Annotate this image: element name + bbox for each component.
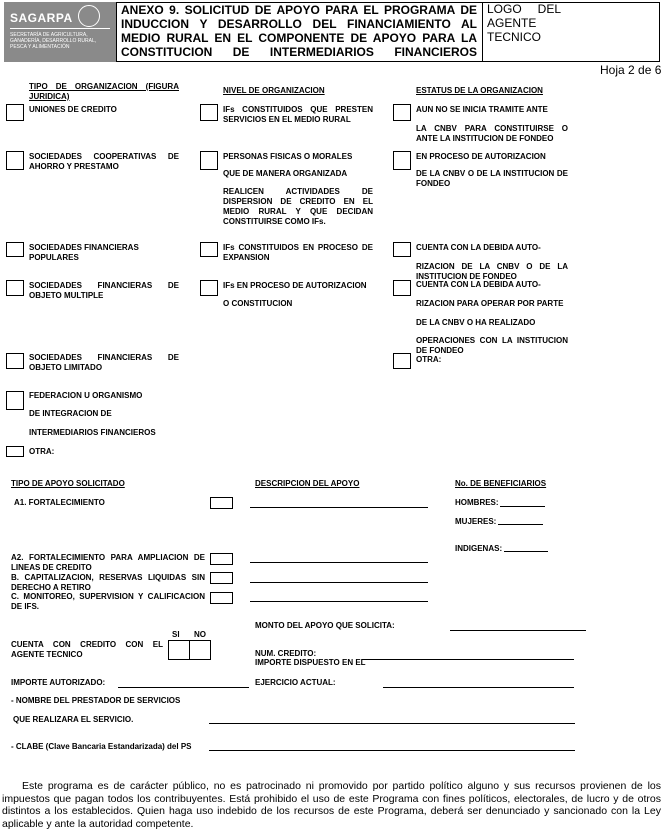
option-label: OTRA:: [29, 447, 55, 456]
logo-divider: [10, 28, 110, 29]
checkbox-sin-tramite[interactable]: [393, 104, 411, 121]
option-label: DE INTEGRACION DE: [29, 409, 112, 418]
monto-field[interactable]: [450, 630, 586, 631]
checkbox-autorizada[interactable]: [393, 242, 411, 257]
no-checkbox[interactable]: [189, 640, 211, 660]
ejercicio-label: EJERCICIO ACTUAL:: [255, 678, 336, 687]
hombres-label: HOMBRES:: [455, 498, 499, 507]
checkbox-uniones[interactable]: [6, 104, 24, 121]
a1-checkbox[interactable]: [210, 497, 233, 509]
si-checkbox[interactable]: [168, 640, 190, 660]
sagarpa-logo: [4, 2, 116, 62]
option-label: DE LA CNBV O DE LA INSTITUCION DE FONDEO: [416, 169, 568, 188]
col2-heading: NIVEL DE ORGANIZACION: [223, 86, 325, 95]
divider: [116, 2, 117, 62]
option-label: DE LA CNBV O HA REALIZADO: [416, 318, 536, 327]
checkbox-otra-2[interactable]: [393, 353, 411, 369]
indigenas-field[interactable]: [504, 551, 548, 552]
option-label: RIZACION DE LA CNBV O DE LA INSTITUCION DE FONDEO: [416, 262, 568, 281]
option-label: CUENTA CON LA DEBIDA AUTO-: [416, 243, 541, 252]
option-label: AUN NO SE INICIA TRAMITE ANTE: [416, 105, 548, 114]
option-label: OTRA:: [416, 355, 442, 364]
col1-heading: TIPO DE ORGANIZACION (FIGURA JURIDICA): [29, 82, 179, 101]
a1-label: A1. FORTALECIMIENTO: [14, 498, 105, 507]
mujeres-label: MUJERES:: [455, 517, 497, 526]
option-label: INTERMEDIARIOS FINANCIEROS: [29, 428, 156, 437]
option-label: EN PROCESO DE AUTORIZACION: [416, 152, 546, 161]
a2-label: A2. FORTALECIMIENTO PARA AMPLIACION DE LINEAS DE CREDITO: [11, 553, 205, 572]
checkbox-expansion[interactable]: [200, 242, 218, 257]
monto-label: MONTO DEL APOYO QUE SOLICITA:: [255, 621, 395, 630]
option-label: RIZACION PARA OPERAR POR PARTE: [416, 299, 564, 308]
option-label: IFs EN PROCESO DE AUTORIZACION: [223, 281, 367, 290]
prestador-label: - NOMBRE DEL PRESTADOR DE SERVICIOS: [11, 696, 181, 705]
page-title: ANEXO 9. SOLICITUD DE APOYO PARA EL PROGRAMA DE INDUCCION Y DESARROLLO DEL FINANCIAMIENTO AL MEDIO RURAL EN EL COMPONENTE DE APOYO PARA LA CONSTITUCION DE INTERMEDIARIOS FINANCIEROS: [121, 3, 477, 59]
checkbox-ifs-constituidos[interactable]: [200, 104, 218, 121]
prestador-field[interactable]: [209, 723, 575, 724]
divider: [482, 2, 483, 62]
option-label: REALICEN ACTIVIDADES DE DISPERSION DE CREDITO EN EL MEDIO RURAL Y QUE DECIDAN CONSTITUIRSE COMO IFs.: [223, 187, 373, 226]
option-label: SOCIEDADES COOPERATIVAS DE AHORRO Y PRESTAMO: [29, 152, 179, 171]
option-label: PERSONAS FISICAS O MORALES: [223, 152, 353, 161]
checkbox-en-proceso[interactable]: [393, 151, 411, 170]
option-label: IFs CONSTITUIDOS EN PROCESO DE EXPANSION: [223, 243, 373, 262]
legal-legend: Este programa es de carácter público, no es patrocinado ni promovido por partido político alguno y sus recursos provienen de los impuestos que pagan todos los contribuyentes. Está prohibido el uso de este Programa con fines políticos, electorales, de lucro y de otros distintos a los establecidos. Quien haga uso indebido de los recursos de este Programa, deberá ser denunciado y sancionado con la Ley aplicable y ante la autoridad competente.: [2, 780, 661, 830]
checkbox-cooperativas[interactable]: [6, 151, 24, 170]
option-label: UNIONES DE CREDITO: [29, 105, 117, 114]
num-credito-field[interactable]: [362, 659, 574, 660]
checkbox-sofol[interactable]: [6, 353, 24, 369]
descripcion-heading: DESCRIPCION DEL APOYO: [255, 479, 360, 488]
clabe-label: - CLABE (Clave Bancaria Estandarizada) del PS: [11, 742, 192, 751]
mujeres-field[interactable]: [498, 524, 543, 525]
hombres-field[interactable]: [500, 506, 545, 507]
option-label: LA CNBV PARA CONSTITUIRSE O ANTE LA INSTITUCION DE FONDEO: [416, 124, 568, 143]
no-label: NO: [194, 630, 206, 639]
option-label: SOCIEDADES FINANCIERAS DE OBJETO LIMITADO: [29, 353, 179, 372]
importe-autorizado-label: IMPORTE AUTORIZADO:: [11, 678, 106, 687]
tipo-apoyo-heading: TIPO DE APOYO SOLICITADO: [11, 479, 125, 488]
option-label: QUE DE MANERA ORGANIZADA: [223, 169, 348, 178]
option-label: FEDERACION U ORGANISMO: [29, 391, 143, 400]
option-label: SOCIEDADES FINANCIERAS POPULARES: [29, 243, 139, 262]
importe-autorizado-field[interactable]: [118, 687, 249, 688]
c-checkbox[interactable]: [210, 592, 233, 604]
logo-name: SAGARPA: [10, 11, 73, 25]
a1-description-field[interactable]: [250, 507, 428, 508]
checkbox-sofom[interactable]: [6, 280, 24, 296]
logo-subtitle: SECRETARÍA DE AGRICULTURA, GANADERÍA, DESARROLLO RURAL, PESCA Y ALIMENTACIÓN: [10, 32, 97, 50]
logo-agente-tecnico: LOGO DEL AGENTE TECNICO: [487, 2, 561, 44]
clabe-field[interactable]: [209, 750, 575, 751]
checkbox-otra-1[interactable]: [6, 446, 24, 457]
b-checkbox[interactable]: [210, 572, 233, 584]
seal-icon: [78, 5, 100, 27]
c-label: C. MONITOREO, SUPERVISION Y CALIFICACION DE IFS.: [11, 592, 205, 611]
a2-checkbox[interactable]: [210, 553, 233, 565]
checkbox-federacion[interactable]: [6, 391, 24, 410]
option-label: CUENTA CON LA DEBIDA AUTO-: [416, 280, 541, 289]
checkbox-autorizacion[interactable]: [200, 280, 218, 296]
c-description-field[interactable]: [250, 601, 428, 602]
option-label: OPERACIONES CON LA INSTITUCION DE FONDEO: [416, 336, 568, 355]
option-label: IFs CONSTITUIDOS QUE PRESTEN SERVICIOS EN EL MEDIO RURAL: [223, 105, 373, 124]
col3-heading: ESTATUS DE LA ORGANIZACION: [416, 86, 543, 95]
indigenas-label: INDIGENAS:: [455, 544, 503, 553]
importe-dispuesto-label: IMPORTE DISPUESTO EN EL: [255, 658, 366, 667]
ejercicio-field[interactable]: [383, 687, 574, 688]
beneficiarios-heading: No. DE BENEFICIARIOS: [455, 479, 547, 488]
cuenta-credito-label: CUENTA CON CREDITO CON EL AGENTE TECNICO: [11, 640, 163, 659]
checkbox-personas[interactable]: [200, 151, 218, 170]
num-credito-label: NUM. CREDITO:: [255, 649, 317, 658]
si-label: SI: [172, 630, 180, 639]
b-description-field[interactable]: [250, 582, 428, 583]
page-number: Hoja 2 de 6: [600, 63, 662, 77]
option-label: O CONSTITUCION: [223, 299, 293, 308]
option-label: SOCIEDADES FINANCIERAS DE OBJETO MULTIPLE: [29, 281, 179, 300]
prestador-label-2: QUE REALIZARA EL SERVICIO.: [13, 715, 134, 724]
a2-description-field[interactable]: [250, 562, 428, 563]
checkbox-sofipo[interactable]: [6, 242, 24, 257]
b-label: B. CAPITALIZACION, RESERVAS LIQUIDAS SIN DERECHO A RETIRO: [11, 573, 205, 592]
checkbox-operando[interactable]: [393, 280, 411, 296]
